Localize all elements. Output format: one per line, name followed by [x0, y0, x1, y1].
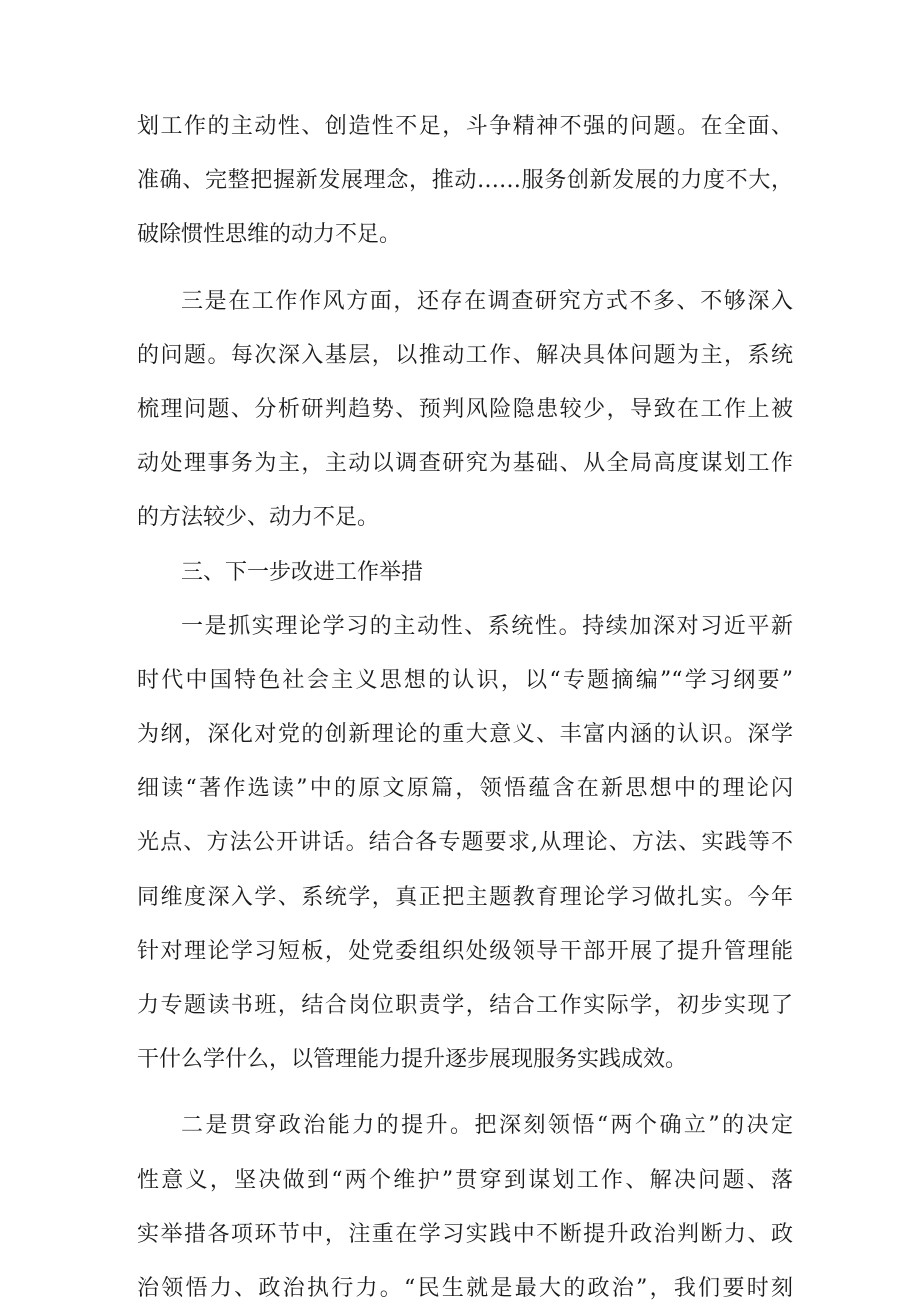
paragraph-line: 细读“著作选读”中的原文原篇，领悟蕴含在新思想中的理论闪	[137, 776, 793, 802]
paragraph-line: 干什么学什么，以管理能力提升逐步展现服务实践成效。	[137, 1047, 688, 1073]
document-body	[137, 100, 793, 1316]
paragraph-line: 为纲，深化对党的创新理论的重大意义、丰富内涵的认识。深学	[137, 722, 793, 748]
paragraph-line: 性意义，坚决做到“两个维护”贯穿到谋划工作、解决问题、落	[137, 1167, 793, 1193]
paragraph-line: 力专题读书班，结合岗位职责学，结合工作实际学，初步实现了	[137, 993, 793, 1018]
paragraph-line: 实举措各项环节中，注重在学习实践中不断提升政治判断力、政	[137, 1221, 793, 1247]
paragraph-line: 破除惯性思维的动力不足。	[137, 222, 402, 248]
paragraph-line: 准确、完整把握新发展理念，推动……服务创新发展的力度不大，	[137, 168, 793, 194]
paragraph-line: 一是抓实理论学习的主动性、系统性。持续加深对习近平新	[181, 613, 793, 639]
paragraph-line: 二是贯穿政治能力的提升。把深刻领悟“两个确立”的决定	[181, 1113, 793, 1139]
paragraph-line: 的问题。每次深入基层，以推动工作、解决具体问题为主，系统	[137, 342, 793, 368]
paragraph-line: 的方法较少、动力不足。	[137, 505, 380, 531]
paragraph-line: 同维度深入学、系统学，真正把主题教育理论学习做扎实。今年	[137, 884, 793, 910]
paragraph-line: 针对理论学习短板，处党委组织处级领导干部开展了提升管理能	[137, 938, 793, 964]
paragraph-line: 梳理问题、分析研判趋势、预判风险隐患较少，导致在工作上被	[137, 396, 793, 422]
paragraph-line: 三是在工作作风方面，还存在调查研究方式不多、不够深入	[181, 288, 793, 314]
paragraph-line: 时代中国特色社会主义思想的认识，以“专题摘编”“学习纲要”	[137, 667, 793, 693]
section-heading: 三、下一步改进工作举措	[181, 559, 424, 585]
paragraph-line: 划工作的主动性、创造性不足，斗争精神不强的问题。在全面、	[137, 114, 793, 139]
paragraph-line: 动处理事务为主，主动以调查研究为基础、从全局高度谋划工作	[137, 451, 793, 477]
paragraph-line: 光点、方法公开讲话。结合各专题要求,从理论、方法、实践等不	[137, 830, 793, 856]
paragraph-line: 治领悟力、政治执行力。“民生就是最大的政治”，我们要时刻	[137, 1275, 793, 1301]
